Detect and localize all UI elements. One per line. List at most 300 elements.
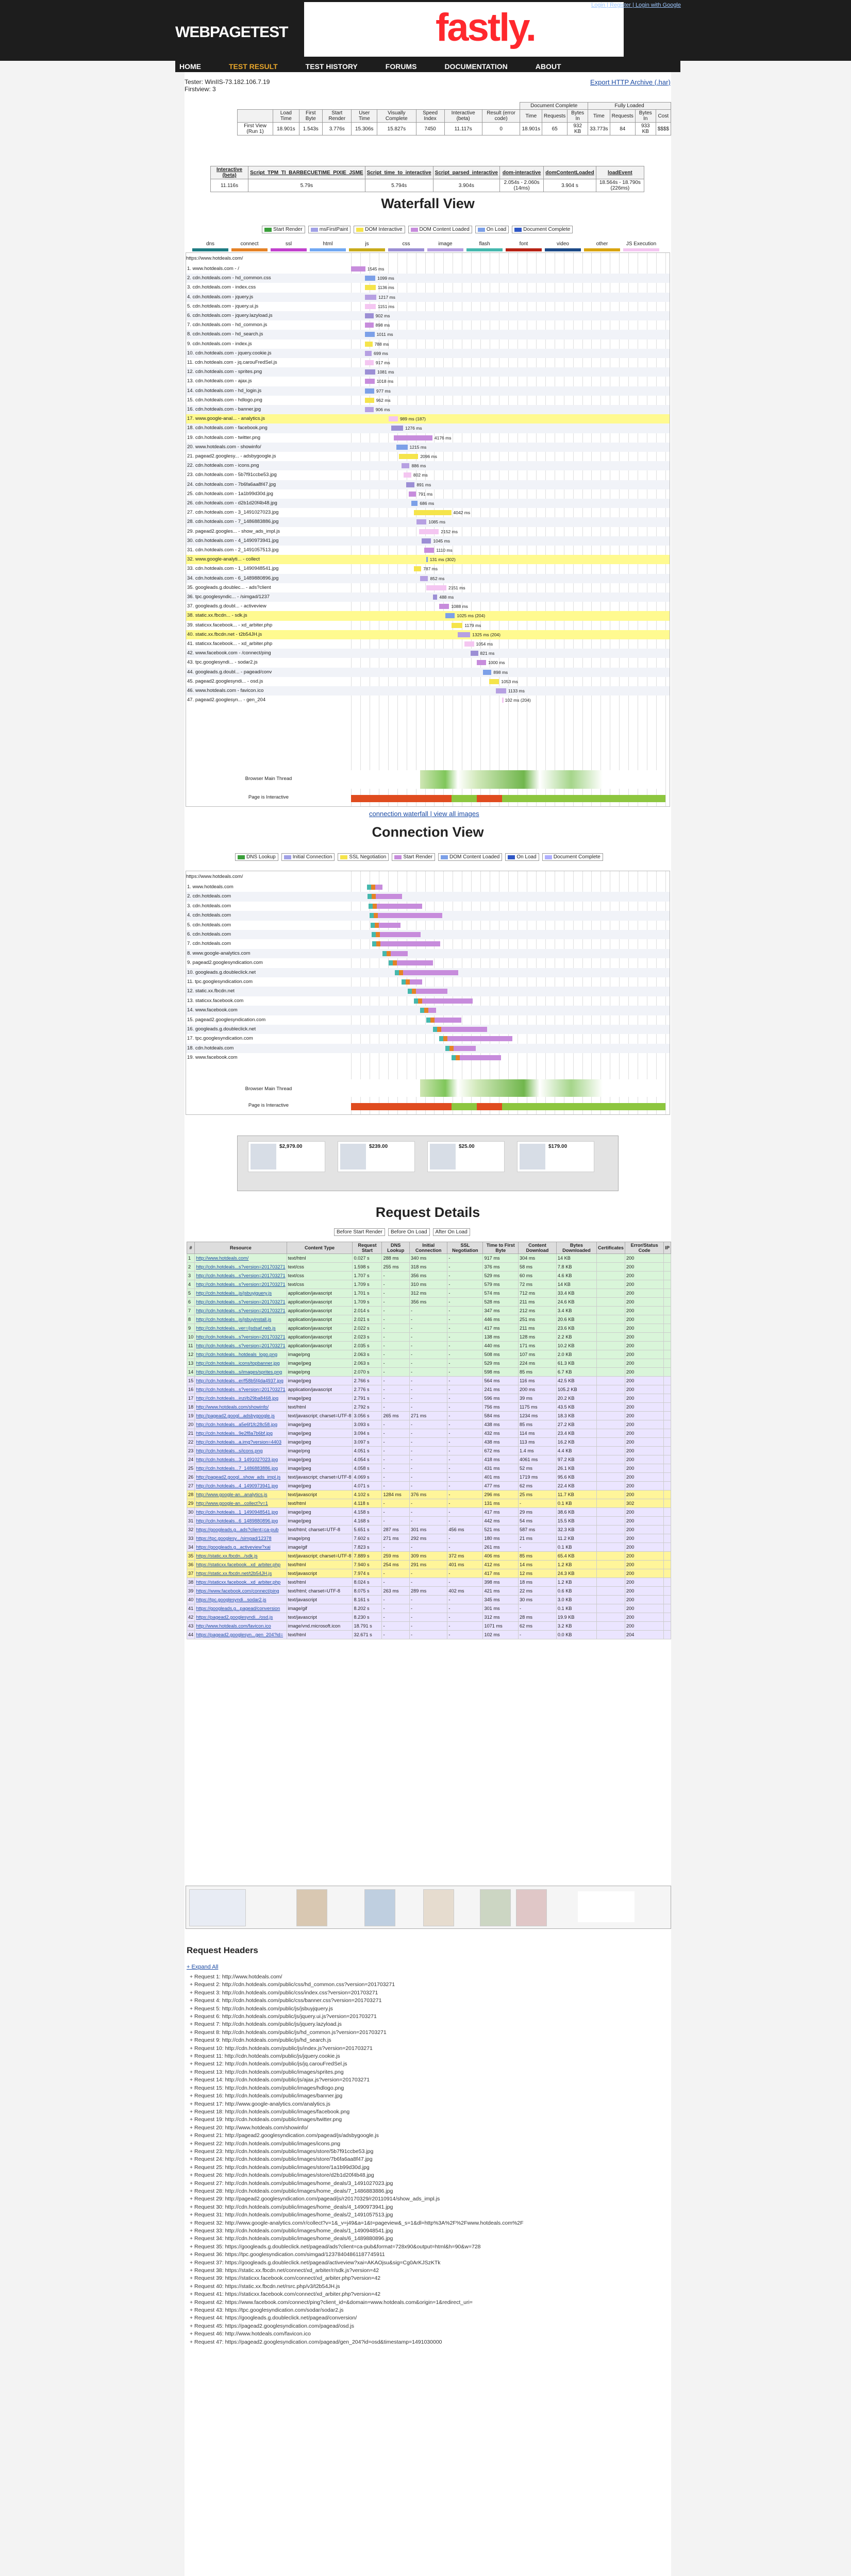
request-content-type: image/jpeg — [287, 1420, 353, 1429]
request-url[interactable]: http://cdn.hotdeals...s/images/sprites.png — [195, 1368, 287, 1377]
request-header-item[interactable]: + Request 35: https://googleads.g.doubleclick.net/pagead/ads?client=ca-pub&format=728x90&output=html&h=90&w=728 — [190, 2243, 481, 2250]
request-url[interactable]: http://cdn.hotdeals...s/icons.png — [195, 1447, 287, 1455]
waterfall-row[interactable] — [186, 499, 670, 508]
request-url[interactable]: http://cdn.hotdeals...icons/topbanner.jpg — [195, 1359, 287, 1368]
request-download: 1234 ms — [519, 1412, 557, 1420]
request-url[interactable]: https://pagead2.googlesyn...gen_204?id= — [195, 1631, 287, 1639]
request-row[interactable] — [187, 1596, 671, 1604]
request-cert — [596, 1342, 625, 1350]
connection-row[interactable] — [186, 968, 670, 977]
waterfall-row[interactable] — [186, 264, 670, 274]
connection-row[interactable] — [186, 1034, 670, 1043]
request-ip — [664, 1333, 671, 1342]
waterfall-url: 37. googleads.g.doubl... - activeview — [187, 603, 266, 609]
request-row[interactable] — [187, 1517, 671, 1526]
request-header-item[interactable]: + Request 38: https://static.xx.fbcdn.net/connect/xd_arbiter/r/sdk.js?version=42 — [190, 2267, 379, 2274]
request-url[interactable]: http://cdn.hotdeals...ver=/jsdsaf.neb.js — [195, 1324, 287, 1333]
request-header-item[interactable]: + Request 44: https://googleads.g.doubleclick.net/pagead/conversion/ — [190, 2315, 357, 2321]
request-url[interactable]: https://staticxx.facebook...xd_arbiter.php — [195, 1578, 287, 1587]
request-row[interactable] — [187, 1438, 671, 1447]
request-header-item[interactable]: + Request 9: http://cdn.hotdeals.com/public/js/hd_search.js — [190, 2037, 331, 2044]
request-url[interactable]: http://cdn.hotdeals...6_1489880896.jpg — [195, 1517, 287, 1526]
request-download: 107 ms — [519, 1350, 557, 1359]
connection-row[interactable] — [186, 977, 670, 987]
nav-home[interactable]: HOME — [179, 62, 201, 71]
request-connect: - — [410, 1350, 447, 1359]
request-ttfb: 438 ms — [483, 1438, 519, 1447]
request-dns: - — [382, 1420, 410, 1429]
request-url[interactable]: https://static.xx.fbcdn.../sdk.js — [195, 1552, 287, 1561]
request-url[interactable]: http://www.hotdeals.com/showinfo/ — [195, 1403, 287, 1412]
request-url[interactable]: http://cdn.hotdeals...a5e6f1fc28c58.jpg — [195, 1420, 287, 1429]
nav-test-history[interactable]: TEST HISTORY — [305, 62, 358, 71]
request-row[interactable] — [187, 1394, 671, 1403]
connection-row[interactable] — [186, 892, 670, 901]
request-status: 200 — [625, 1368, 664, 1377]
waterfall-bar — [396, 445, 408, 450]
connection-row[interactable] — [186, 883, 670, 892]
request-row[interactable] — [187, 1350, 671, 1359]
waterfall-row[interactable] — [186, 377, 670, 386]
request-header-item[interactable]: + Request 29: http://pagead2.googlesyndication.com/pagead/js/r20170329/r20110914/show_ads_impl.js — [190, 2196, 440, 2202]
request-download: 712 ms — [519, 1289, 557, 1298]
request-col-header: Resource — [195, 1242, 287, 1254]
request-url[interactable]: http://www.google-an...collect?v=1 — [195, 1499, 287, 1508]
waterfall-row[interactable] — [186, 349, 670, 358]
waterfall-row[interactable] — [186, 489, 670, 499]
request-row[interactable] — [187, 1280, 671, 1289]
request-url[interactable]: https://googleads.g...pagead/conversion — [195, 1604, 287, 1613]
request-url[interactable]: https://tpc.googlesyndi...sodar2.js — [195, 1596, 287, 1604]
connection-row[interactable] — [186, 1053, 670, 1062]
waterfall-row[interactable] — [186, 546, 670, 555]
summary-cell: 3.776s — [323, 123, 352, 135]
request-row[interactable] — [187, 1508, 671, 1517]
request-row[interactable] — [187, 1552, 671, 1561]
request-url[interactable]: http://cdn.hotdeals...4_1490973941.jpg — [195, 1482, 287, 1490]
request-connect: 309 ms — [410, 1552, 447, 1561]
request-row[interactable] — [187, 1429, 671, 1438]
request-url[interactable]: https://pagead2.googlesyndi.../osd.js — [195, 1613, 287, 1622]
request-dns: - — [382, 1455, 410, 1464]
request-index: 11 — [187, 1342, 195, 1350]
request-header-item[interactable]: + Request 22: http://cdn.hotdeals.com/public/images/icons.png — [190, 2140, 341, 2147]
waterfall-row[interactable] — [186, 367, 670, 377]
waterfall-row[interactable] — [186, 452, 670, 461]
connection-row[interactable] — [186, 939, 670, 948]
request-header-item[interactable]: + Request 41: https://staticxx.facebook.com/connect/xd_arbiter.php?version=42 — [190, 2291, 381, 2298]
waterfall-row[interactable] — [186, 423, 670, 433]
request-header-item[interactable]: + Request 15: http://cdn.hotdeals.com/public/images/hdlogo.png — [190, 2084, 344, 2091]
connection-host: 11. tpc.googlesyndication.com — [187, 979, 253, 985]
waterfall-time: 787 ms — [423, 566, 438, 572]
waterfall-row[interactable] — [186, 583, 670, 592]
request-connect: - — [410, 1307, 447, 1315]
request-header-item[interactable]: + Request 34: http://cdn.hotdeals.com/public/images/home_deals/6_1489880896.jpg — [190, 2235, 393, 2242]
waterfall-row[interactable] — [186, 302, 670, 311]
waterfall-time: 131 ms (302) — [429, 557, 456, 563]
request-url[interactable]: http://cdn.hotdeals...s?version=201703271 — [195, 1280, 287, 1289]
request-header-item[interactable]: + Request 47: https://pagead2.googlesyndication.com/pagead/gen_204?id=osd&timestamp=1491030000 — [190, 2338, 442, 2345]
request-row[interactable] — [187, 1613, 671, 1622]
request-row[interactable] — [187, 1569, 671, 1578]
request-detail-filters[interactable] — [334, 1228, 470, 1236]
request-header-item[interactable]: + Request 46: http://www.hotdeals.com/favicon.ico — [190, 2331, 311, 2337]
request-download: 211 ms — [519, 1324, 557, 1333]
request-dns: - — [382, 1377, 410, 1385]
connection-row[interactable] — [186, 949, 670, 958]
request-url[interactable]: http://cdn.hotdeals...s?version=201703271 — [195, 1342, 287, 1350]
request-download: 85 ms — [519, 1420, 557, 1429]
waterfall-row[interactable] — [186, 649, 670, 658]
connection-bar — [439, 1036, 512, 1041]
request-row[interactable] — [187, 1272, 671, 1280]
request-url[interactable]: http://cdn.hotdeals...s?version=201703271 — [195, 1307, 287, 1315]
waterfall-row[interactable] — [186, 311, 670, 320]
request-header-item[interactable]: + Request 37: https://googleads.g.doubleclick.net/pagead/activeview?xai=AKAOjsu&sig=Cg0ArKJSzKTk — [190, 2259, 441, 2266]
waterfall-row[interactable] — [186, 564, 670, 573]
request-dns: 254 ms — [382, 1561, 410, 1569]
request-url[interactable]: http://cdn.hotdeals...s?version=201703271 — [195, 1385, 287, 1394]
request-row[interactable] — [187, 1587, 671, 1596]
filmstrip-frame[interactable] — [338, 1141, 415, 1172]
waterfall-row[interactable] — [186, 574, 670, 583]
connection-row[interactable] — [186, 911, 670, 920]
legend-label: Initial Connection — [292, 854, 332, 860]
request-content-type: image/jpeg — [287, 1517, 353, 1526]
export-har-link[interactable]: Export HTTP Archive (.har) — [590, 78, 671, 86]
request-connect: - — [410, 1622, 447, 1631]
request-url[interactable]: http://cdn.hotdeals...9e2f8a7b6bf.jpg — [195, 1429, 287, 1438]
request-row[interactable] — [187, 1561, 671, 1569]
request-start: 8.230 s — [353, 1613, 382, 1622]
request-cert — [596, 1315, 625, 1324]
filmstrip-frame[interactable] — [248, 1141, 325, 1172]
request-cert — [596, 1508, 625, 1517]
request-url[interactable]: https://static.xx.fbcdn.net/t2b54JH.js — [195, 1569, 287, 1578]
request-row[interactable] — [187, 1420, 671, 1429]
request-cert — [596, 1455, 625, 1464]
request-url[interactable]: http://pagead2.googl...show_ads_impl.js — [195, 1473, 287, 1482]
request-url[interactable]: http://www.hotdeals.com/ — [195, 1254, 287, 1263]
request-row[interactable] — [187, 1631, 671, 1639]
phase-swatch — [584, 248, 620, 251]
request-url[interactable]: https://staticxx.facebook...xd_arbiter.php — [195, 1561, 287, 1569]
request-header-item[interactable]: + Request 26: http://cdn.hotdeals.com/public/images/store/d2b1d20f4b48.jpg — [190, 2172, 374, 2179]
request-row[interactable] — [187, 1254, 671, 1263]
request-header-item[interactable]: + Request 7: http://cdn.hotdeals.com/public/js/jquery.lazyload.js — [190, 2021, 342, 2028]
request-filter-tab[interactable] — [388, 1228, 430, 1236]
request-header-item[interactable]: + Request 39: https://staticxx.facebook.com/connect/xd_arbiter.php?version=42 — [190, 2275, 381, 2282]
request-header-item[interactable]: + Request 16: http://cdn.hotdeals.com/public/images/banner.jpg — [190, 2093, 343, 2099]
waterfall-row[interactable] — [186, 630, 670, 639]
request-url[interactable]: http://cdn.hotdeals...s?version=201703271 — [195, 1272, 287, 1280]
phase-item — [426, 241, 465, 251]
request-url[interactable]: http://www.hotdeals.com/favicon.ico — [195, 1622, 287, 1631]
request-connect: - — [410, 1604, 447, 1613]
request-header-item[interactable]: + Request 1: http://www.hotdeals.com/ — [190, 1974, 282, 1980]
waterfall-row[interactable] — [186, 639, 670, 649]
request-download: 85 ms — [519, 1368, 557, 1377]
filmstrip-frame[interactable] — [427, 1141, 505, 1172]
request-connect: - — [410, 1315, 447, 1324]
waterfall-url: 1. www.hotdeals.com - / — [187, 266, 239, 272]
request-row[interactable] — [187, 1263, 671, 1272]
connection-row[interactable] — [186, 930, 670, 939]
request-row[interactable] — [187, 1604, 671, 1613]
waterfall-url: 4. cdn.hotdeals.com - jquery.js — [187, 294, 254, 300]
request-header-item[interactable]: + Request 30: http://cdn.hotdeals.com/public/images/home_deals/4_1490973941.jpg — [190, 2204, 393, 2210]
request-header-item[interactable]: + Request 21: http://pagead2.googlesyndication.com/pagead/js/adsbygoogle.js — [190, 2132, 379, 2139]
page-interactive-label: Page is Interactive — [248, 794, 289, 800]
request-filter-tab[interactable] — [334, 1228, 385, 1236]
waterfall-row[interactable] — [186, 414, 670, 423]
waterfall-row[interactable] — [186, 358, 670, 367]
request-row[interactable] — [187, 1412, 671, 1420]
request-headers-title: Request Headers — [187, 1945, 258, 1955]
request-url[interactable]: http://cdn.hotdeals...inzi/b29ba8468.jpg — [195, 1394, 287, 1403]
waterfall-row[interactable] — [186, 668, 670, 677]
request-dns: - — [382, 1631, 410, 1639]
request-ssl: - — [447, 1324, 483, 1333]
waterfall-row[interactable] — [186, 405, 670, 414]
request-row[interactable] — [187, 1455, 671, 1464]
request-row[interactable] — [187, 1359, 671, 1368]
waterfall-time: 788 ms — [374, 341, 389, 347]
connection-row[interactable] — [186, 987, 670, 996]
waterfall-row[interactable] — [186, 461, 670, 470]
waterfall-bar — [365, 398, 374, 403]
request-row[interactable] — [187, 1526, 671, 1534]
request-content-type: image/png — [287, 1447, 353, 1455]
request-url[interactable]: http://cdn.hotdeals...hotdeals_logo.png — [195, 1350, 287, 1359]
request-header-item[interactable]: + Request 12: http://cdn.hotdeals.com/public/js/jq.carouFredSel.js — [190, 2061, 347, 2067]
waterfall-row[interactable] — [186, 283, 670, 292]
request-ttfb: 477 ms — [483, 1482, 519, 1490]
request-header-item[interactable]: + Request 3: http://cdn.hotdeals.com/public/css/index.css?version=201703271 — [190, 1989, 378, 1996]
request-row[interactable] — [187, 1403, 671, 1412]
request-row[interactable] — [187, 1622, 671, 1631]
request-header-item[interactable]: + Request 20: http://www.hotdeals.com/showinfo/ — [190, 2124, 308, 2131]
request-header-item[interactable]: + Request 4: http://cdn.hotdeals.com/public/css/banner.css?version=201703271 — [190, 1997, 382, 2004]
request-row[interactable] — [187, 1534, 671, 1543]
request-cert — [596, 1464, 625, 1473]
request-header-item[interactable]: + Request 45: https://pagead2.googlesyndication.com/pagead/osd.js — [190, 2323, 355, 2329]
sponsor-banner[interactable] — [304, 2, 624, 57]
request-header-item[interactable]: + Request 17: http://www.google-analytics.com/analytics.js — [190, 2100, 330, 2107]
request-row[interactable] — [187, 1333, 671, 1342]
request-row[interactable] — [187, 1368, 671, 1377]
request-url[interactable]: http://www.google-an...analytics.js — [195, 1490, 287, 1499]
webpagetest-logo[interactable]: WEBPAGETEST — [175, 24, 288, 41]
request-header-item[interactable]: + Request 2: http://cdn.hotdeals.com/public/css/hd_common.css?version=201703271 — [190, 1981, 395, 1988]
filmstrip-frame[interactable] — [517, 1141, 594, 1172]
connection-row[interactable] — [186, 958, 670, 968]
request-row[interactable] — [187, 1464, 671, 1473]
request-content-type: image/jpeg — [287, 1359, 353, 1368]
request-url[interactable]: http://pagead2.googl...adsbygoogle.js — [195, 1412, 287, 1420]
request-download: 114 ms — [519, 1429, 557, 1438]
request-connect: 289 ms — [410, 1587, 447, 1596]
request-url[interactable]: http://cdn.hotdeals...a.img?version=4403 — [195, 1438, 287, 1447]
request-header-item[interactable]: + Request 31: http://cdn.hotdeals.com/public/images/home_deals/2_1491057513.jpg — [190, 2212, 393, 2218]
request-row[interactable] — [187, 1342, 671, 1350]
request-row[interactable] — [187, 1385, 671, 1394]
waterfall-row[interactable] — [186, 536, 670, 546]
request-row[interactable] — [187, 1473, 671, 1482]
waterfall-row[interactable] — [186, 274, 670, 283]
expand-all-link[interactable]: + Expand All — [187, 1964, 219, 1970]
request-url[interactable]: https://googleads.g...ads?client=ca-pub — [195, 1526, 287, 1534]
request-ttfb: 417 ms — [483, 1324, 519, 1333]
request-header-item[interactable]: + Request 19: http://cdn.hotdeals.com/public/images/twitter.png — [190, 2116, 342, 2123]
waterfall-row[interactable] — [186, 527, 670, 536]
request-url[interactable]: http://cdn.hotdeals...er/f58b5f4da4937.jpg — [195, 1377, 287, 1385]
waterfall-row[interactable] — [186, 696, 670, 705]
summary-col-header: Speed Index — [416, 110, 444, 123]
request-row[interactable] — [187, 1447, 671, 1455]
request-header-item[interactable]: + Request 23: http://cdn.hotdeals.com/public/images/store/5b7f91ccbe53.jpg — [190, 2148, 374, 2155]
request-header-item[interactable]: + Request 8: http://cdn.hotdeals.com/public/js/hd_common.js?version=201703271 — [190, 2029, 387, 2036]
request-header-item[interactable]: + Request 27: http://cdn.hotdeals.com/public/images/home_deals/3_1491027023.jpg — [190, 2180, 393, 2187]
waterfall-row[interactable] — [186, 330, 670, 339]
nav-forums[interactable]: FORUMS — [385, 62, 417, 71]
waterfall-row[interactable] — [186, 396, 670, 405]
request-url[interactable]: https://www.facebook.com/connect/ping — [195, 1587, 287, 1596]
request-header-item[interactable]: + Request 43: https://tpc.googlesyndication.com/sodar/sodar2.js — [190, 2307, 344, 2314]
request-content-type: text/html — [287, 1578, 353, 1587]
waterfall-row[interactable] — [186, 686, 670, 696]
request-dns: - — [382, 1447, 410, 1455]
request-ttfb: 917 ms — [483, 1254, 519, 1263]
request-url[interactable]: http://cdn.hotdeals...1_1490948541.jpg — [195, 1508, 287, 1517]
request-bytes: 2.2 KB — [556, 1333, 596, 1342]
connection-row[interactable] — [186, 921, 670, 930]
waterfall-row[interactable] — [186, 508, 670, 517]
request-status: 200 — [625, 1508, 664, 1517]
screenshot-filmstrip[interactable] — [237, 1136, 619, 1191]
request-url[interactable]: http://cdn.hotdeals...js/jsbuyinstall.js — [195, 1315, 287, 1324]
nav-documentation[interactable]: DOCUMENTATION — [444, 62, 508, 71]
request-header-item[interactable]: + Request 14: http://cdn.hotdeals.com/public/js/ajax.js?version=201703271 — [190, 2077, 370, 2083]
request-row[interactable] — [187, 1490, 671, 1499]
request-url[interactable]: https://googleads.g...activeview?xai — [195, 1543, 287, 1552]
request-header-item[interactable]: + Request 33: http://cdn.hotdeals.com/public/images/home_deals/1_1490948541.jpg — [190, 2228, 393, 2234]
request-header-item[interactable]: + Request 11: http://cdn.hotdeals.com/public/js/jquery.cookie.js — [190, 2053, 340, 2060]
request-start: 2.021 s — [353, 1315, 382, 1324]
nav-test-result[interactable]: TEST RESULT — [229, 62, 278, 71]
legend-swatch — [311, 228, 318, 232]
waterfall-row[interactable] — [186, 320, 670, 330]
ad-strip[interactable] — [186, 1886, 671, 1929]
request-connect: - — [410, 1324, 447, 1333]
request-url[interactable]: http://cdn.hotdeals...7_1486883886.jpg — [195, 1464, 287, 1473]
waterfall-caption-links[interactable]: connection waterfall | view all images — [369, 810, 479, 818]
request-header-item[interactable]: + Request 25: http://cdn.hotdeals.com/public/images/store/1a1b99d30d.jpg — [190, 2164, 370, 2171]
request-row[interactable] — [187, 1578, 671, 1587]
request-row[interactable] — [187, 1482, 671, 1490]
request-header-item[interactable]: + Request 40: https://static.xx.fbcdn.net/rsrc.php/v3/t2b54JH.js — [190, 2283, 340, 2290]
request-content-type: text/html — [287, 1403, 353, 1412]
nav-about[interactable]: ABOUT — [535, 62, 561, 71]
request-row[interactable] — [187, 1298, 671, 1307]
request-url[interactable]: https://tpc.googlesy.../simgad/12378 — [195, 1534, 287, 1543]
waterfall-row[interactable] — [186, 517, 670, 527]
request-dns: - — [382, 1350, 410, 1359]
request-row[interactable] — [187, 1289, 671, 1298]
request-header-item[interactable]: + Request 6: http://cdn.hotdeals.com/public/js/jquery.ui.js?version=201703271 — [190, 2013, 377, 2020]
connection-row[interactable] — [186, 1025, 670, 1034]
waterfall-row[interactable] — [186, 621, 670, 630]
waterfall-row[interactable] — [186, 433, 670, 443]
connection-bar — [445, 1046, 476, 1051]
request-header-item[interactable]: + Request 32: http://www.google-analytics.com/r/collect?v=1&_v=j49&a=1&t=pageview&_s=1&dl=http%3A%2F%2Fwww.hotdeals.com%2F — [190, 2219, 524, 2226]
request-header-item[interactable]: + Request 24: http://cdn.hotdeals.com/public/images/store/7b6fa6aa8f47.jpg — [190, 2156, 373, 2163]
waterfall-time: 802 ms — [413, 472, 428, 478]
waterfall-page-url: https://www.hotdeals.com/ — [186, 256, 243, 261]
request-row[interactable] — [187, 1377, 671, 1385]
request-header-item[interactable]: + Request 28: http://cdn.hotdeals.com/public/images/home_deals/7_1486883886.jpg — [190, 2188, 393, 2194]
request-header-item[interactable]: + Request 10: http://cdn.hotdeals.com/public/js/index.js?version=201703271 — [190, 2045, 373, 2052]
request-url[interactable]: http://cdn.hotdeals...3_1491027023.jpg — [195, 1455, 287, 1464]
request-header-item[interactable]: + Request 18: http://cdn.hotdeals.com/public/images/facebook.png — [190, 2108, 350, 2115]
phase-swatch — [506, 248, 542, 251]
request-header-item[interactable]: + Request 36: https://tpc.googlesyndication.com/simgad/12378404861187745911 — [190, 2251, 385, 2258]
waterfall-time: 4042 ms — [453, 510, 471, 516]
connection-row[interactable] — [186, 902, 670, 911]
waterfall-row[interactable] — [186, 293, 670, 302]
request-row[interactable] — [187, 1499, 671, 1508]
request-row[interactable] — [187, 1307, 671, 1315]
request-header-item[interactable]: + Request 5: http://cdn.hotdeals.com/public/js/jsbuyjquery.js — [190, 2005, 333, 2012]
request-download: 116 ms — [519, 1377, 557, 1385]
waterfall-row[interactable] — [186, 592, 670, 602]
request-url[interactable]: http://cdn.hotdeals...s?version=201703271 — [195, 1298, 287, 1307]
connection-row[interactable] — [186, 1015, 670, 1025]
waterfall-row[interactable] — [186, 555, 670, 564]
waterfall-row[interactable] — [186, 611, 670, 620]
waterfall-row[interactable] — [186, 443, 670, 452]
waterfall-row[interactable] — [186, 602, 670, 611]
waterfall-row[interactable] — [186, 470, 670, 480]
waterfall-row[interactable] — [186, 658, 670, 667]
account-links[interactable]: Login | Register | Login with Google — [591, 2, 681, 8]
waterfall-row[interactable] — [186, 386, 670, 396]
connection-row[interactable] — [186, 1006, 670, 1015]
request-url[interactable]: http://cdn.hotdeals...js/jsbuyjquery.js — [195, 1289, 287, 1298]
request-cert — [596, 1412, 625, 1420]
request-row[interactable] — [187, 1543, 671, 1552]
request-bytes: 0.1 KB — [556, 1543, 596, 1552]
request-col-header: # — [187, 1242, 195, 1254]
request-ssl: - — [447, 1289, 483, 1298]
request-ttfb: 412 ms — [483, 1561, 519, 1569]
waterfall-row[interactable] — [186, 340, 670, 349]
waterfall-url: 34. cdn.hotdeals.com - 6_1489880896.jpg — [187, 575, 279, 581]
request-header-item[interactable]: + Request 42: https://www.facebook.com/connect/ping?client_id=&domain=www.hotdeals.com&origin=1&redirect_uri= — [190, 2299, 473, 2306]
request-header-item[interactable]: + Request 13: http://cdn.hotdeals.com/public/images/sprites.png — [190, 2069, 344, 2075]
connection-row[interactable] — [186, 1044, 670, 1053]
waterfall-row[interactable] — [186, 677, 670, 686]
waterfall-row[interactable] — [186, 480, 670, 489]
request-url[interactable]: http://cdn.hotdeals...s?version=201703271 — [195, 1263, 287, 1272]
request-row[interactable] — [187, 1324, 671, 1333]
request-filter-tab[interactable] — [433, 1228, 470, 1236]
request-bytes: 1.2 KB — [556, 1578, 596, 1587]
request-row[interactable] — [187, 1315, 671, 1324]
connection-row[interactable] — [186, 996, 670, 1006]
request-url[interactable]: http://cdn.hotdeals...s?version=201703271 — [195, 1333, 287, 1342]
